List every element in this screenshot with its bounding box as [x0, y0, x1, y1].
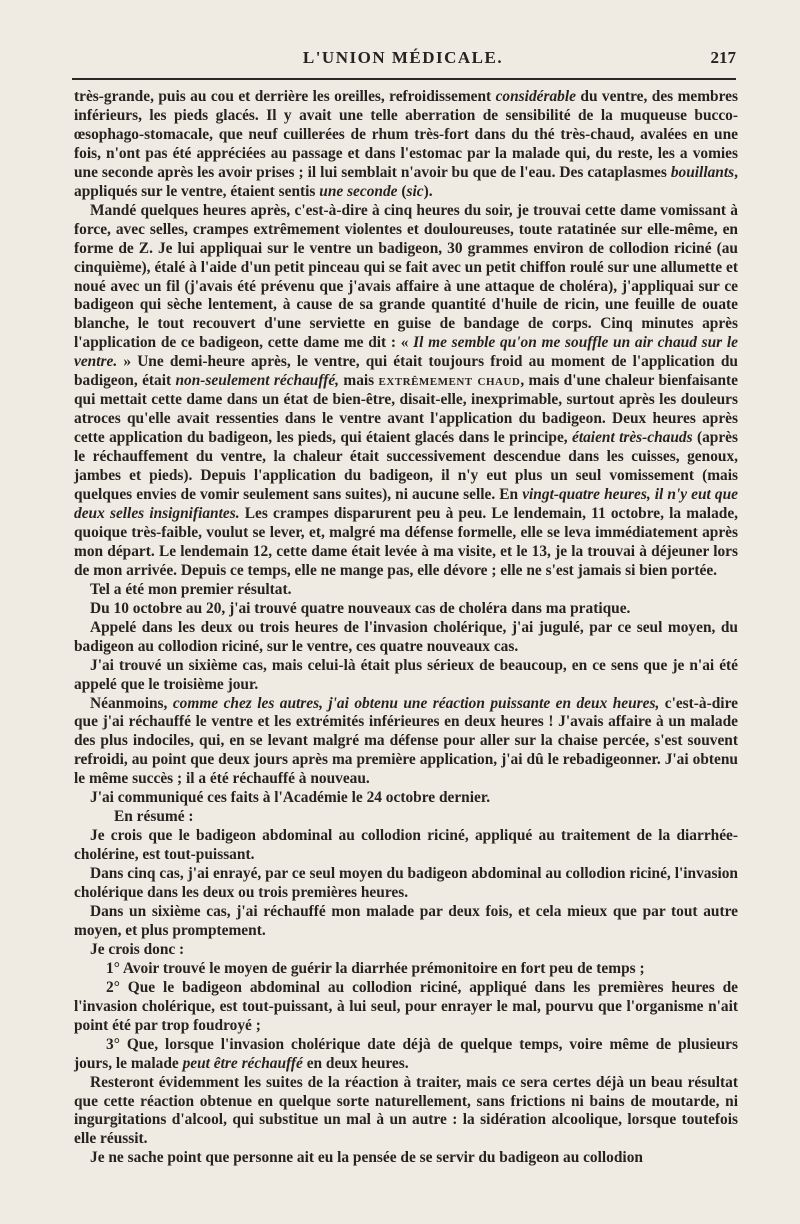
paragraph: [74, 1074, 738, 1150]
running-title: L'UNION MÉDICALE.: [302, 48, 504, 67]
text-run: Je ne sache point que personne ait eu la pensée de se servir du badigeon au collodion: [90, 1149, 643, 1167]
text-run: du ventre, des membres inférieurs, les pieds glacés. Il y avait une telle aberration de sensibilité de la muqueuse bucco-œsophago-stomacale, que neuf cuillerées de rhum très-fort dans du thé très-chaud, avalées en une fois, n'ont pas été appréciées au passage et dans l'estomac par la malade qui, du reste, les a vomies une seconde après les avoir prises ; il lui semblait n'avoir bu que de l'eau. Des cataplasmes: [74, 88, 738, 181]
text-run: 3° Que, lorsque l'invasion cholérique date déjà de quelque temps, voire même de plusieurs jours, le malade: [74, 1035, 738, 1072]
text-run: (après le réchauffement du ventre, la chaleur était successivement descendue dans les cuisses, genoux, jambes et pieds). Depuis l'application du badigeon, il n'y eut plus un seul vomissement (mais quelques envies de vomir seulement sans suites), ni aucune selle. En: [74, 429, 738, 504]
text-run: 1° Avoir trouvé le moyen de guérir la diarrhée prémonitoire en fort peu de temps ;: [106, 959, 645, 977]
page-header: [70, 48, 736, 72]
text-run: J'ai trouvé un sixième cas, mais celui-là était plus sérieux de beaucoup, en ce sens que je n'ai été appelé que le troisième jour.: [74, 656, 738, 693]
text-run: Du 10 octobre au 20, j'ai trouvé quatre nouveaux cas de choléra dans ma pratique.: [90, 599, 631, 617]
text-run: Appelé dans les deux ou trois heures de l'invasion cholérique, j'ai jugulé, par ce seul moyen, du badigeon au collodion riciné, sur le ventre, ces quatre nouveaux cas.: [74, 618, 738, 655]
paragraph: [74, 941, 738, 960]
paragraph: [74, 657, 738, 695]
text-run: Resteront évidemment les suites de la réaction à traiter, mais ce sera certes déjà un beau résultat que cette réaction obtenue en quelque sorte naturellement, sans frictions ni bains de moutarde, ni ingurgitations d'alcool, qui substitue un mal à un autre : la sidération alcoolique, lorsque toutefois elle réussit.: [74, 1073, 738, 1148]
header-rule: [72, 78, 736, 80]
small-caps-text: extrêmement chaud: [378, 372, 521, 390]
text-run: » Une demi-heure après, le ventre, qui était toujours froid au moment de l'application du badigeon, était: [74, 353, 738, 390]
italic-text: bouillants: [670, 163, 735, 181]
text-run: Les crampes disparurent peu à peu. Le lendemain, 11 octobre, la malade, quoique très-faible, voulut se lever, et, malgré ma défense formelle, elle se leva immédiatement après mon départ. Le lendemain 12, cette dame était levée à ma visite, et le 13, je la trouvai à déjeuner lors de mon arrivée. Depuis ce temps, elle ne mange pas, elle dévore ; elle ne s'est jamais si bien portée.: [74, 504, 739, 579]
summary-heading: [74, 808, 738, 827]
italic-text: comme chez les autres, j'ai obtenu une réaction puissante en deux heures,: [172, 694, 660, 712]
list-item: [74, 960, 738, 979]
article-body: [74, 88, 738, 1168]
paragraph: [74, 1149, 738, 1168]
text-run: J'ai communiqué ces faits à l'Académie le 24 octobre dernier.: [90, 789, 491, 807]
text-run: En résumé :: [114, 808, 194, 826]
text-run: ).: [423, 182, 433, 200]
text-run: Mandé quelques heures après, c'est-à-dire à cinq heures du soir, je trouvai cette dame vomissant à force, avec selles, crampes extrêmement violentes et douloureuses, toute ratatinée sur elle-même, en forme de Z. Je lui appliquai sur le ventre un badigeon, 30 grammes environ de collodion riciné (au cinquième), étalé à l'aide d'un petit pinceau qui se fait avec un petit chiffon roulé sur une allumette et noué avec un fil (j'avais été prévenu que j'avais affaire à une attaque de choléra), j'appliquai sur ce badigeon qui sèche lentement, à cause de sa grande quantité d'huile de ricin, une feuille de ouate blanche, le tout recouvert d'une serviette en guise de bandage de corps. Cinq minutes après l'application de ce badigeon, cette dame me dit : «: [74, 201, 738, 352]
text-run: 2° Que le badigeon abdominal au collodion riciné, appliqué dans les premières heures de l'invasion cholérique, est tout-puissant, à lui seul, pour enrayer le mal, pourvu que l'organisme n'ait point été par trop foudroyé ;: [74, 978, 738, 1034]
paragraph: [74, 695, 738, 790]
list-item: [74, 979, 738, 1036]
paragraph: [74, 827, 738, 865]
paragraph: [74, 865, 738, 903]
page-number: 217: [710, 48, 736, 67]
italic-text: non-seulement réchauffé,: [175, 372, 340, 390]
paragraph: [74, 88, 738, 202]
text-run: Néanmoins,: [90, 694, 173, 712]
italic-text: vingt-quatre heures, il n'y eut que deux selles insignifiantes.: [74, 486, 738, 522]
paragraph: [74, 600, 738, 619]
paragraph: [74, 581, 738, 600]
text-run: mais: [339, 372, 379, 390]
text-run: Je crois donc :: [90, 940, 185, 958]
paragraph: [74, 202, 738, 581]
italic-text: peut être réchauffé: [182, 1054, 303, 1072]
paragraph: [74, 903, 738, 941]
text-run: Je crois que le badigeon abdominal au collodion riciné, appliqué au traitement de la diarrhée-cholérine, est tout-puissant.: [74, 827, 738, 864]
text-run: (: [397, 182, 407, 200]
text-run: , appliqués sur le ventre, étaient sentis: [74, 163, 738, 200]
text-run: , mais d'une chaleur bienfaisante qui mettait cette dame dans un état de bien-être, disait-elle, inexprimable, surtout après les douleurs atroces qu'elle avait ressenties dans le ventre avant l'application du badigeon. Deux heures après cette application du badigeon, les pieds, qui étaient glacés dans le principe,: [74, 372, 739, 447]
text-run: Dans un sixième cas, j'ai réchauffé mon malade par deux fois, et cela mieux que par tout autre moyen, et plus promptement.: [74, 902, 738, 939]
italic-text: Il me semble qu'on me souffle un air chaud sur le ventre.: [74, 334, 738, 371]
text-run: c'est-à-dire que j'ai réchauffé le ventre et les extrémités inférieures en deux heures ! J'avais affaire à un malade des plus indociles, qui, en se levant malgré ma défense pour aller sur la chaise percée, s'est souvent refroidi, au point que deux jours après ma première application, j'ai dû le rebadigeonner. J'ai obtenu le même succès ; il a été réchauffé à nouveau.: [74, 694, 738, 788]
list-item: [74, 1036, 738, 1074]
italic-text: une seconde: [319, 182, 398, 200]
italic-text: étaient très-chauds: [571, 429, 693, 447]
text-run: très-grande, puis au cou et derrière les oreilles, refroidissement: [74, 88, 496, 105]
paragraph: [74, 619, 738, 657]
italic-text: sic: [406, 182, 424, 200]
italic-text: considérable: [495, 88, 576, 105]
paragraph: [74, 789, 738, 808]
text-run: en deux heures.: [302, 1054, 409, 1072]
text-run: Tel a été mon premier résultat.: [90, 580, 292, 598]
text-run: Dans cinq cas, j'ai enrayé, par ce seul moyen du badigeon abdominal au collodion riciné, l'invasion cholérique dans les deux ou trois premières heures.: [74, 865, 738, 902]
